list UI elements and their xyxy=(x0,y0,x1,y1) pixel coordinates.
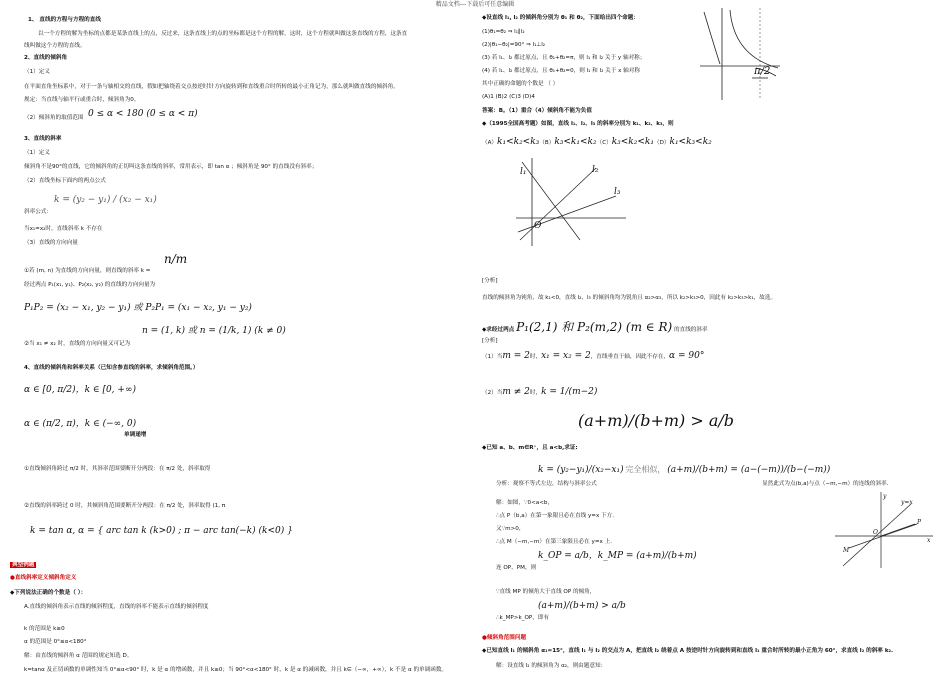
solution-line: 连 OP、PM，则 xyxy=(496,565,537,571)
option-formula: k₁<k₃<k₂ xyxy=(669,137,712,147)
answer-options xyxy=(482,137,712,148)
analysis-line: 直线的倾斜角为钝角，故 k₁<0，直线 l₂、l₃ 的倾斜角均为锐角且 α₂>α₃，所以 k₂>k₃>0，因此有 k₂>k₃>k₁，故选。 xyxy=(482,295,777,301)
proposition: (4) 若 l₁、l₂ 都过原点，且 θ₁+θ₂=0，则 l₁ 和 l₂ 关于 x 轴对称 xyxy=(482,68,640,74)
question-line: 其中正确的命题的个数是 （ ） xyxy=(482,81,559,87)
text: 完全相似， xyxy=(625,465,666,474)
option-label: （B） xyxy=(539,140,555,146)
question: ◆（1995全国高考题）如图，直线 l₁、l₂、l₃ 的斜率分别为 k₁、k₂、k₃，则 xyxy=(482,121,674,127)
solution-line: ∴点 P（b,a）在第一象限且必在直线 y=x 下方. xyxy=(496,513,615,519)
three-lines-figure xyxy=(516,156,626,248)
paragraph-line: 当x₁=x₂时，直线斜率 k 不存在 xyxy=(24,226,103,232)
origin-label: O xyxy=(534,221,542,231)
analysis-line xyxy=(482,351,704,362)
analysis-line: 显然此式为点(b,a)与点（−m,−m）的连线的斜率. xyxy=(762,481,889,487)
formula: k = (y₂ − y₁) / (x₂ − x₁) xyxy=(54,195,157,205)
option-label: （A） xyxy=(482,140,498,146)
solution-line: 又∵m>0， xyxy=(496,526,525,532)
question: ◆设直线 l₁, l₂ 的倾斜角分别为 θ₁ 和 θ₂，下面给出四个命题： xyxy=(482,15,639,21)
question-text: 的直线的斜率 xyxy=(674,327,708,333)
paragraph-line: 在平面直角坐标系中，对于一条与轴相交的直线，假如把轴绕着交点按逆时针方向旋转到和直线重合时所转的最小正角记为，那么就叫做直线的倾斜角。 xyxy=(24,84,399,90)
paragraph-line: 经过两点 P₁(x₁, y₁)、P₂(x₂, y₂) 的直线的方向向量为 xyxy=(24,282,156,288)
analysis-line: 分析：观察不等式左边，结构与斜率公式 xyxy=(496,481,597,487)
topic-heading: ●倾斜角范围问题 xyxy=(482,635,527,641)
section-tag xyxy=(10,562,36,569)
formula: k = tan α, α = { arc tan k (k>0) ; π − arc tan(−k) (k<0) } xyxy=(30,526,293,536)
paragraph-line: 斜率公式： xyxy=(24,209,52,215)
subsection-title: （1）定义 xyxy=(24,69,50,75)
option-formula: k₁<k₂<k₃ xyxy=(497,137,540,147)
formula: (a+m)/(b+m) > a/b xyxy=(538,601,626,611)
paragraph-line: ②当 x₁ ≠ x₂ 时，直线的方向向量又可记为 xyxy=(24,341,131,347)
origin-label: O xyxy=(873,529,878,536)
formula: m = 2 xyxy=(502,351,530,361)
analysis-label: [分析] xyxy=(482,278,498,284)
formula: k = 1/(m−2) xyxy=(541,387,598,397)
formula: α ∈ [0, π/2)，k ∈ [0, +∞) xyxy=(24,385,136,395)
subsection-title: （2）倾斜角的取值范围 xyxy=(24,115,84,121)
line-l1-label: l₁ xyxy=(520,167,527,177)
line-l2-label: l₂ xyxy=(592,165,599,175)
section-3-title: 3、直线的斜率 xyxy=(24,136,62,142)
section-4-title: 4、直线的倾斜角和斜率关系（已知含参直线的斜率，求倾斜角范围。） xyxy=(24,365,199,371)
proposition: (2)|θ₁−θ₂|=90° ⇒ l₁⊥l₂ xyxy=(482,42,546,48)
option-formula: k₃<k₁<k₂ xyxy=(554,137,597,147)
page-header: 精品文档---下载后可任意编辑 xyxy=(435,1,515,8)
option-label: （C） xyxy=(596,140,612,146)
yx-line-label: y=x xyxy=(901,499,913,506)
paragraph-line: 以一个方程的解为坐标的点都是某条直线上的点，反过来，这条直线上的点的坐标都是这个方程的解，这时，这个方程就叫做这条直线的方程，这条直 xyxy=(38,31,408,37)
options-line: (A)1 (B)2 (C)3 (D)4 xyxy=(482,94,535,100)
topic-heading: ●直线斜率定义倾斜角定义 xyxy=(10,575,77,581)
slope-proof-figure xyxy=(835,490,935,570)
formula: n/m xyxy=(164,252,188,266)
option-line: α 的范围是 0°≤α<180° xyxy=(24,639,87,645)
solution-line: ∴点 M（−m,−m）在第三象限且必在 y=x 上. xyxy=(496,539,612,545)
option-line: k 的范围是 k≥0 xyxy=(24,626,65,632)
subsection-title: （3）直线的方向向量 xyxy=(24,240,78,246)
option-line: A.直线的倾斜角表示直线的倾斜程度，直线的斜率不能表示直线的倾斜程度 xyxy=(24,604,209,610)
note: 单调递增 xyxy=(124,432,147,438)
solution-line: 解：由直线的倾斜角 α 范围的规定知选 D。 xyxy=(24,653,133,659)
section-1-title: 1、 直线的方程与方程的直线 xyxy=(28,17,101,23)
paragraph-line: 倾斜角不是90°的直线，它的倾斜角的正切叫这条直线的斜率，常用表示，即 tan α ；倾斜角是 90° 的直线没有斜率； xyxy=(24,164,318,170)
point-m-label: M xyxy=(843,547,850,554)
analysis-label: [分析] xyxy=(482,338,498,344)
solution-line: 解：设直线 l₂ 的倾斜角为 α₂，则由题意知： xyxy=(496,663,607,669)
answer-line: 答案：B。（1）重合（4）倾斜角不能为负值 xyxy=(482,108,592,114)
formula: P₁P₂ = (x₂ − x₁, y₂ − y₁) 或 P₂P₁ = (x₁ − x₂, y₁ − y₂) xyxy=(24,303,252,313)
formula: (a+m)/(b+m) = (a−(−m))/(b−(−m)) xyxy=(667,465,831,475)
text: （2）当 xyxy=(482,390,503,396)
text: （1）当 xyxy=(482,354,503,360)
question xyxy=(482,320,708,335)
question-text: ◆求经过两点 xyxy=(482,327,515,333)
formula: α ∈ (π/2, π)，k ∈ (−∞, 0) xyxy=(24,419,137,429)
formula: k_OP = a/b，k_MP = (a+m)/(b+m) xyxy=(538,551,697,561)
formula: α = 90° xyxy=(669,351,705,361)
typical-examples-tag: 典型例题 xyxy=(12,562,35,568)
formula: k = (y₂−y₁)/(x₂−x₁) xyxy=(538,465,624,475)
subsection-title: （1）定义 xyxy=(24,150,50,156)
formula-line xyxy=(538,465,830,476)
text: 时， xyxy=(529,390,542,396)
paragraph-line: ①直线倾斜角跨过 π/2 时，其斜率范围要断开分两段：在 π/2 处，斜率取得 xyxy=(24,466,211,472)
formula: 0 ≤ α < 180 (0 ≤ α < π) xyxy=(88,109,198,119)
solution-line: ∴k_MP>k_OP，即有 xyxy=(496,615,550,621)
formula: x₁ = x₂ = 2 xyxy=(541,351,591,361)
option-formula: k₃<k₂<k₁ xyxy=(611,137,654,147)
formula: P₁(2,1) 和 P₂(m,2) (m ∈ R) xyxy=(516,320,673,334)
proposition: (1)θ₁=θ₂ ⇒ l₁∥l₂ xyxy=(482,29,525,35)
question: ◆已知直线 l₁ 的倾斜角 α₁=15°，直线 l₁ 与 l₂ 的交点为 A，把直线 l₂ 绕着点 A 按逆时针方向旋转到和直线 l₁ 重合时所转的最小正角为 60°，求直线 l₂ 的斜率 k₂. xyxy=(482,648,894,654)
question: ◆下列说法正确的个数是（ ）： xyxy=(10,590,87,596)
proposition: (3) 若 l₁、l₂ 都过原点，且 θ₁+θ₂=π，则 l₁ 和 l₂ 关于 y 轴对称； xyxy=(482,55,646,61)
solution-line: 解：如图，∵0<a<b， xyxy=(496,500,554,506)
paragraph-line: 规定：当直线与轴平行或重合时，倾斜角为0。 xyxy=(24,97,140,103)
paragraph-line: 线叫做这个方程的直线。 xyxy=(24,43,86,49)
subsection-title: （2）直线坐标下面内的两点公式 xyxy=(24,178,106,184)
text: ，直线垂直于轴，因此不存在， xyxy=(590,354,670,360)
y-axis-label: y xyxy=(883,493,887,500)
solution-line: ∵直线 MP 的倾角大于直线 OP 的倾角， xyxy=(496,589,596,595)
paragraph-line: ①若 (m, n) 为直线的方向向量，则直线的斜率 k = xyxy=(24,268,151,274)
question: ◆已知 a、b、m∈R⁺，且 a<b,求证: xyxy=(482,445,578,451)
section-2-title: 2、直线的倾斜角 xyxy=(24,55,68,61)
tangent-curve-figure xyxy=(700,6,780,102)
line-l3-label: l₃ xyxy=(614,187,621,197)
formula: m ≠ 2 xyxy=(502,387,530,397)
paragraph-line: ②直线的斜率跨过 0 时，其倾斜角范围要断开分两段：在 π/2 处，斜率取得 (1, π xyxy=(24,503,226,509)
text: 时， xyxy=(529,354,542,360)
point-p-label: P xyxy=(917,519,922,526)
analysis-line xyxy=(482,387,597,398)
option-label: （D） xyxy=(653,140,670,146)
pi-half-label: π/2 xyxy=(754,66,771,77)
solution-line: k=tanα 及正切函数的单调性知当 0°≤α<90° 时，k 是 α 的增函数，并且 k≥0；当 90°<α<180° 时，k 是 α 的减函数，并且 k∈（−∞，+∞），k 不是 α 的单调函数。 xyxy=(24,667,448,673)
x-axis-label: x xyxy=(927,537,931,544)
formula: n = (1, k) 或 n = (1/k, 1) (k ≠ 0) xyxy=(142,326,286,336)
inequality-formula: (a+m)/(b+m) > a/b xyxy=(578,411,735,430)
